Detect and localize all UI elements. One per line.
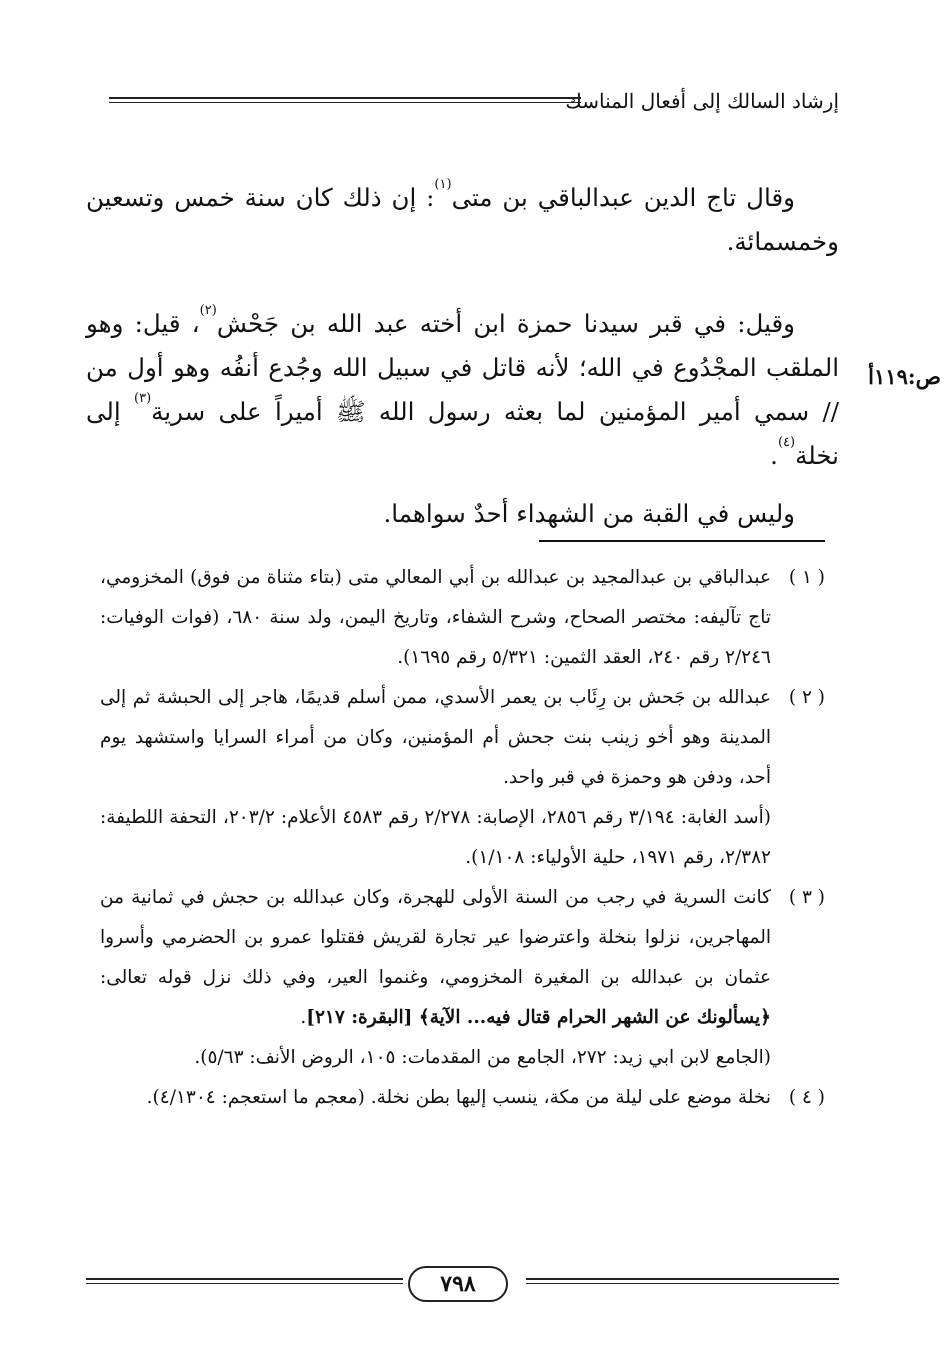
paragraph-1: وقال تاج الدين عبدالباقي بن متى$^{(١)}$: إن ذلك كان سنة خمس وتسعين وخمسمائة. [86, 177, 839, 256]
footer-rule-left [86, 1278, 403, 1286]
footnote-separator [539, 540, 825, 542]
quran-quote: ﴿يسألونك عن الشهر الحرام قتال فيه... الآية﴾ [البقرة: ٢١٧] [306, 1007, 771, 1028]
page-footer [86, 1266, 839, 1306]
running-header [109, 86, 839, 116]
footnote-text: نخلة موضع على ليلة من مكة، ينسب إليها بطن نخلة. (معجم ما استعجم: ٤/١٣٠٤). [146, 1087, 771, 1108]
main-text [86, 176, 839, 536]
footnote-text: عبدالباقي بن عبدالمجيد بن عبدالله بن أبي المعالي متى (بتاء مثناة من فوق) المخزومي، تاج تآليفه: مختصر الصحاح، وشرح الشفاء، وتاريخ اليمن، ولد سنة ٦٨٠، (فوات الوفيات: ٢/٢٤٦ رقم ٢٤٠، العقد الثمين: ٥/٣٢١ رقم ١٦٩٥). [100, 567, 771, 668]
footnote-ref-1: (١) [434, 177, 452, 192]
book-title: إرشاد السالك إلى أفعال المناسك [565, 89, 839, 113]
footnote-2 [100, 678, 825, 878]
footnote-number: ( ٢ ) [788, 687, 825, 708]
footnote-ref-2: (٢) [199, 303, 217, 318]
footnote-4 [100, 1078, 825, 1118]
footnote-text: عبدالله بن جَحش بن رِئَاب بن يعمر الأسدي، ممن أسلم قديمًا، هاجر إلى الحبشة ثم إلى المدينة وهو أخو زينب بنت جحش أم المؤمنين، وكان من أمراء السرايا واستشهد يوم أحد، ودفن هو وحمزة في قبر واحد. [100, 687, 771, 788]
footer-rule-right [526, 1278, 839, 1286]
footnote-text: كانت السرية في رجب من السنة الأولى للهجرة، وكان عبدالله بن حجش في ثمانية من المهاجرين، نزلوا بنخلة واعترضوا عير تجارة لقريش فقتلوا عمرو بن الحضرمي وأسروا عثمان بن عبدالله بن المغيرة المخزومي، وغنموا العير، وفي ذلك نزل قوله تعالى: [100, 887, 771, 988]
footnote-ref-3: (٣) [134, 391, 152, 406]
footnote-ref-4: (٤) [777, 435, 796, 450]
paragraph-2: وقيل: في قبر سيدنا حمزة ابن أخته عبد الله بن جَحْش$^{(٢)}$، قيل: وهو الملقب المجْدُوع في الله؛ لأنه قاتل في سبيل الله وجُدع أنفُه وهو أول من // سمي أمير المؤمنين لما بعثه رسول الله ﷺ أميراً على سرية$^{(٣)}$ إلى نخلة$^{(٤)}$. [86, 303, 839, 470]
footnote-number: ( ١ ) [788, 567, 825, 588]
header-rule [109, 97, 581, 105]
paragraph-3: وليس في القبة من الشهداء أحدٌ سواهما. [383, 499, 795, 528]
footnotes [100, 558, 825, 1118]
footnote-number: ( ٣ ) [788, 887, 825, 908]
footnote-number: ( ٤ ) [788, 1087, 825, 1108]
footnote-source: (أسد الغابة: ٣/١٩٤ رقم ٢٨٥٦، الإصابة: ٢/٢٧٨ رقم ٤٥٨٣ الأعلام: ٢٠٣/٢، التحفة اللطيفة: ٢/٣٨٢، رقم ١٩٧١، حلية الأولياء: ١/١٠٨). [100, 807, 771, 868]
footnote-1 [100, 558, 825, 678]
page-number: ٧٩٨ [408, 1266, 508, 1302]
footnote-3: ( ٣ ) كانت السرية في رجب من السنة الأولى للهجرة، وكان عبدالله بن حجش في ثمانية من المهاجرين، نزلوا بنخلة واعترضوا عير تجارة لقريش فقتلوا عمرو بن الحضرمي وأسروا عثمان بن عبدالله بن المغيرة المخزومي، وغنموا العير، وفي ذلك نزل قوله تعالى: ﴿يسألونك عن الشهر الحرام قتال فيه... الآية﴾ [البقرة: ٢١٧]. (الجامع لابن ابي زيد: ٢٧٢، الجامع من المقدمات: ١٠٥، الروض الأنف: ٥/٦٣). [100, 878, 825, 1078]
manuscript-folio-note: ص:١١٩أ [868, 364, 941, 389]
footnote-source: (الجامع لابن ابي زيد: ٢٧٢، الجامع من المقدمات: ١٠٥، الروض الأنف: ٥/٦٣). [194, 1047, 771, 1068]
